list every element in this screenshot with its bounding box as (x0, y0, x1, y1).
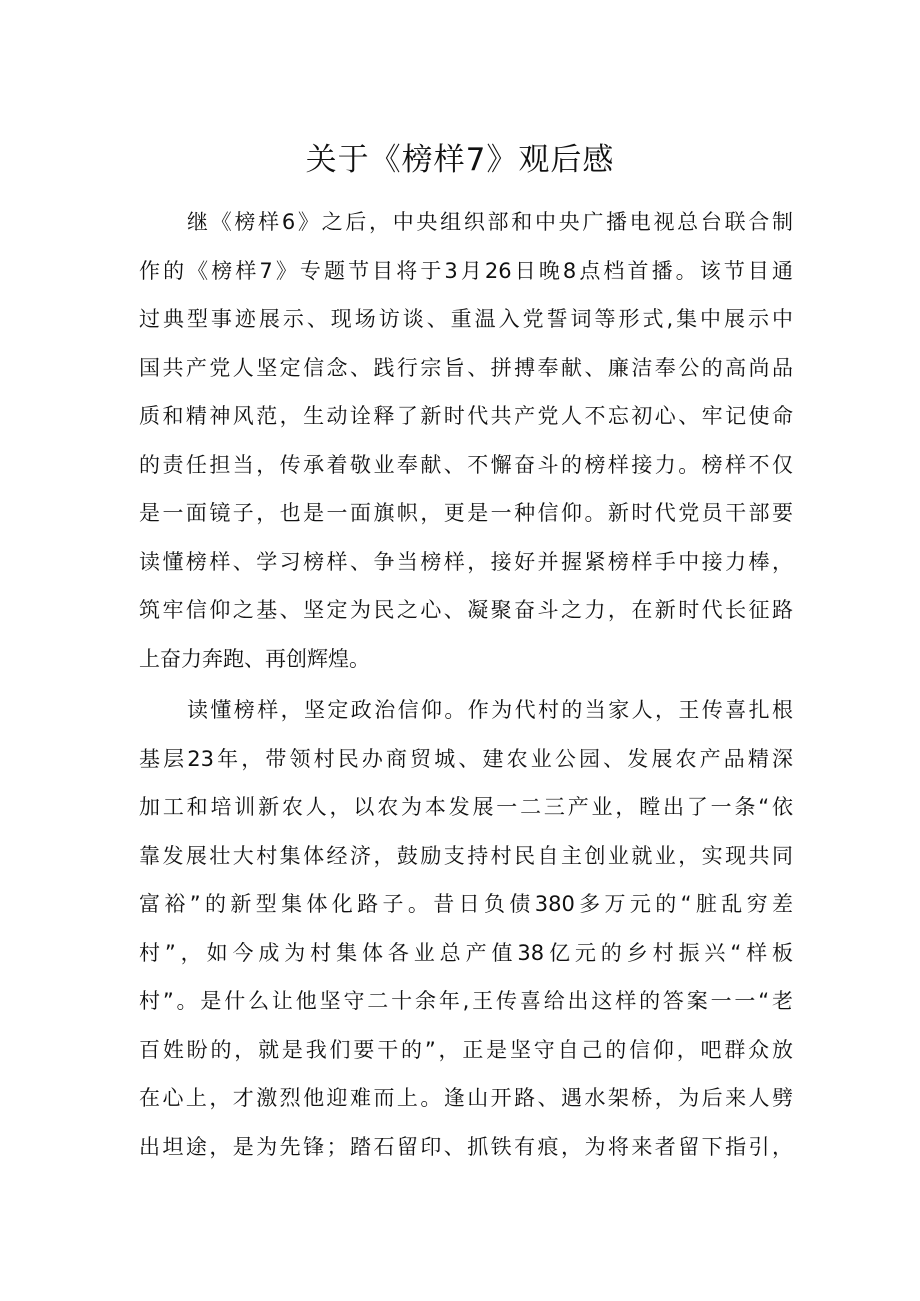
document-title: 关于《榜样7》观后感 (305, 142, 615, 178)
paragraph-line: 加工和培训新农人，以农为本发展一二三产业，瞠出了一条“依 (139, 795, 793, 819)
paragraph-line: 的责任担当，传承着敬业奉献、不懈奋斗的榜样接力。榜样不仅 (139, 452, 793, 477)
paragraph-line: 质和精神风范，生动诠释了新时代共产党人不忘初心、牢记使命 (139, 404, 793, 428)
paragraph-line: 筑牢信仰之基、坚定为民之心、凝聚奋斗之力，在新时代长征路 (139, 598, 793, 622)
paragraph-line: 国共产党人坚定信念、践行宗旨、拼搏奉献、廉洁奉公的高尚品 (139, 355, 793, 380)
paragraph-line: 继《榜样6》之后，中央组织部和中央广播电视总台联合制 (187, 210, 793, 234)
paragraph-line: 在心上，才激烈他迎难而上。逢山开路、遇水架桥，为后来人劈 (139, 1086, 793, 1110)
paragraph-line: 出坦途，是为先锋；踏石留印、抓铁有痕，为将来者留下指引， (139, 1134, 793, 1159)
paragraph-line: 富裕”的新型集体化路子。昔日负债380多万元的“脏乱穷差 (139, 892, 793, 916)
paragraph-2 (139, 686, 793, 1171)
paragraph-1 (139, 198, 793, 683)
paragraph-line: 基层23年，带领村民办商贸城、建农业公园、发展农产品精深 (139, 746, 793, 771)
paragraph-line: 读懂榜样，坚定政治信仰。作为代村的当家人，王传喜扎根 (187, 698, 793, 722)
paragraph-line: 村”，如今成为村集体各业总产值38亿元的乡村振兴“样板 (139, 940, 793, 965)
paragraph-line: 是一面镜子，也是一面旗帜，更是一种信仰。新时代党员干部要 (139, 501, 793, 525)
paragraph-line: 作的《榜样7》专题节目将于3月26日晚8点档首播。该节目通 (139, 258, 793, 283)
paragraph-line: 上奋力奔跑、再创辉煌。 (139, 646, 370, 671)
paragraph-line: 靠发展壮大村集体经济，鼓励支持村民自主创业就业，实现共同 (139, 843, 793, 868)
paragraph-line: 村”。是什么让他坚守二十余年,王传喜给出这样的答案一一“老 (139, 989, 793, 1013)
paragraph-line: 百姓盼的，就是我们要干的”，正是坚守自己的信仰，吧群众放 (139, 1037, 793, 1062)
paragraph-line: 读懂榜样、学习榜样、争当榜样，接好并握紧榜样手中接力棒， (139, 549, 793, 574)
paragraph-line: 过典型事迹展示、现场访谈、重温入党誓词等形式,集中展示中 (139, 307, 793, 331)
